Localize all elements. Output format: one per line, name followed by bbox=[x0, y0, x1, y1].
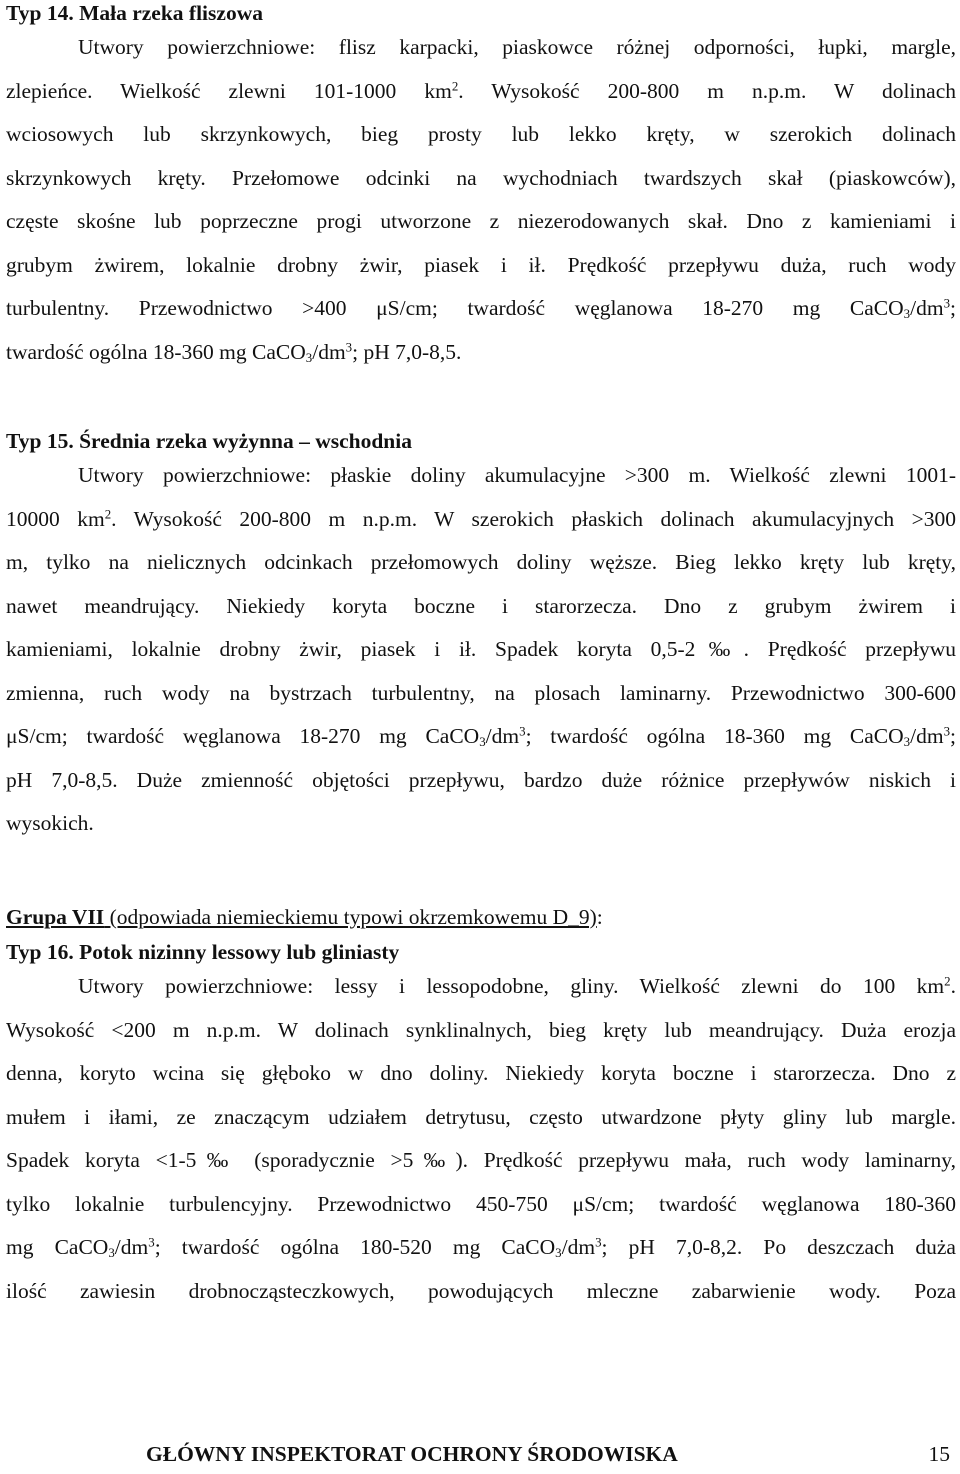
text-line: kamieniami, lokalnie drobny żwir, piasek i ił. Spadek koryta 0,5-2‰. Prędkość przepływu bbox=[6, 637, 956, 661]
text-line: zlepieńce. Wielkość zlewni 101-1000 $km^2$. Wysokość 200-800 m n.p.m. W dolinach bbox=[6, 78, 957, 103]
section-type-14 bbox=[6, 0, 956, 374]
text-line: skrzynkowych kręty. Przełomowe odcinki na wychodniach twardszych skał (piaskowców), bbox=[6, 165, 956, 190]
text-line: Utwory powierzchniowe: flisz karpacki, piaskowce różnej odporności, łupki, margle, bbox=[78, 35, 956, 59]
text-line: Spadek koryta <1-5‰ (sporadycznie >5‰). Prędkość przepływu mała, ruch wody laminarny, bbox=[6, 1148, 956, 1172]
text-line: m, tylko na nielicznych odcinkach przełomowych doliny węższe. Bieg lekko kręty lub kręty, bbox=[6, 550, 956, 574]
text-line: twardość ogólna 18-360 mg $CaCO_3/dm^3$; pH 7,0-8,5. bbox=[6, 339, 462, 365]
text-line: pH 7,0-8,5. Duże zmienność objętości przepływu, bardzo duże różnice przepływów niskich i bbox=[6, 767, 956, 792]
paragraph-type-16 bbox=[6, 965, 956, 1313]
page-number: 15 bbox=[928, 1442, 950, 1466]
footer-title: GŁÓWNY INSPEKTORAT OCHRONY ŚRODOWISKA bbox=[146, 1442, 678, 1466]
text-line: zmienna, ruch wody na bystrzach turbulentny, na plosach laminarny. Przewodnictwo 300-600 bbox=[6, 680, 956, 705]
text-line: ilość zawiesin drobnocząsteczkowych, powodujących mleczne zabarwienie wody. Poza bbox=[6, 1278, 956, 1303]
text-line: 10000 $km^2$. Wysokość 200-800 m n.p.m. W szerokich płaskich dolinach akumulacyjnych >300 bbox=[6, 506, 956, 531]
page-footer bbox=[6, 1434, 956, 1474]
text-line: denna, koryto wcina się głęboko w dno doliny. Niekiedy koryta boczne i starorzecza. Dno z bbox=[6, 1061, 956, 1085]
heading-type-16: Typ 16. Potok nizinny lessowy lub gliniasty bbox=[6, 940, 400, 964]
text-line: wciosowych lub skrzynkowych, bieg prosty lub lekko kręty, w szerokich dolinach bbox=[6, 122, 956, 146]
text-line: nawet meandrujący. Niekiedy koryta boczne i starorzecza. Dno z grubym żwirem i bbox=[6, 593, 956, 618]
heading-type-15: Typ 15. Średnia rzeka wyżynna – wschodnia bbox=[6, 429, 412, 453]
text-line: grubym żwirem, lokalnie drobny żwir, piasek i ił. Prędkość przepływu duża, ruch wody bbox=[6, 252, 956, 277]
text-line: mułem i iłami, ze znaczącym udziałem detrytusu, często utwardzone płyty gliny lub margle. bbox=[6, 1104, 956, 1129]
document-body bbox=[6, 0, 956, 1313]
text-line: częste skośne lub poprzeczne progi utworzone z niezerodowanych skał. Dno z kamieniami i bbox=[6, 209, 956, 233]
group-vii-description: (odpowiada niemieckiemu typowi okrzemkowemu D_9) bbox=[104, 904, 597, 929]
group-vii-label: Grupa VII bbox=[6, 904, 105, 929]
text-line: Utwory powierzchniowe: płaskie doliny akumulacyjne >300 m. Wielkość zlewni 1001- bbox=[78, 463, 956, 487]
paragraph-type-15 bbox=[6, 454, 956, 846]
section-type-16 bbox=[6, 939, 956, 1313]
text-line: Utwory powierzchniowe: lessy i lessopodobne, gliny. Wielkość zlewni do 100 $km^2$. bbox=[78, 974, 956, 998]
text-line: μS/cm; twardość węglanowa 18-270 mg $CaCO_3/dm^3$; twardość ogólna 18-360 mg $CaCO_3/dm^3$; bbox=[6, 724, 956, 750]
heading-type-14: Typ 14. Mała rzeka fliszowa bbox=[6, 1, 263, 25]
section-type-15 bbox=[6, 428, 956, 846]
text-line: Wysokość <200 m n.p.m. W dolinach synklinalnych, bieg kręty lub meandrujący. Duża erozja bbox=[6, 1017, 956, 1042]
text-line: tylko lokalnie turbulencyjny. Przewodnictwo 450-750 μS/cm; twardość węglanowa 180-360 bbox=[6, 1191, 956, 1216]
text-line: mg $CaCO_3/dm^3$; twardość ogólna 180-520 mg $CaCO_3/dm^3$; pH 7,0-8,2. Po deszczach duża bbox=[6, 1235, 956, 1261]
paragraph-type-14 bbox=[6, 26, 956, 374]
text-line: turbulentny. Przewodnictwo >400 μS/cm; twardość węglanowa 18-270 mg $CaCO_3/dm^3$; bbox=[6, 296, 956, 322]
text-line: wysokich. bbox=[6, 811, 94, 835]
group-vii-heading: Grupa VII (odpowiada niemieckiemu typowi okrzemkowemu D_9): bbox=[6, 904, 603, 929]
